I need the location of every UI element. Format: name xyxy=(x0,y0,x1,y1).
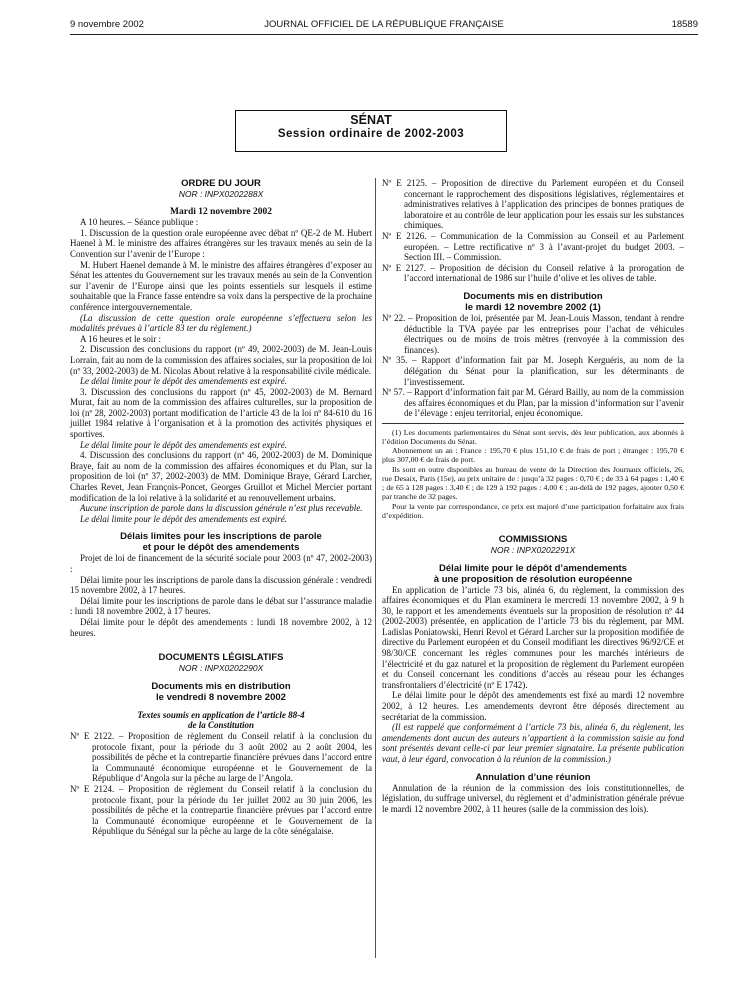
ordre-du-jour-title: ORDRE DU JOUR xyxy=(181,178,261,189)
footnote: Pour la vente par correspondance, ce prix est majoré d’une participation forfaitaire aux frais d’expédition. xyxy=(382,501,684,520)
textes-heading-2: de la Constitution xyxy=(187,720,255,731)
para: 4. Discussion des conclusions du rapport (nº 46, 2002-2003) de M. Dominique Braye, fait au nom de la commission des affaires économiques et du Plan, sur la proposition de loi (nº 37, 2002-2003) de MM. Dominique Braye, Gérard Larcher, Charles Revet, Jean François-Poncet, Georges Gruillot et Michel Mercier portant modification de la loi relative à la solidarité et au renouvellement urbains. xyxy=(70,450,372,503)
list-item: Nº 35. – Rapport d’information fait par M. Joseph Kerguéris, au nom de la délégation du Sénat pour la planification, sur les déterminants de l’investissement. xyxy=(382,355,684,387)
para: 1. Discussion de la question orale européenne avec débat nº QE-2 de M. Hubert Haenel à M. le ministre des affaires étrangères sur les travaux menés au sein de la Convention sur l’avenir de l’Europe : xyxy=(70,227,372,259)
header-page-number: 18589 xyxy=(671,19,698,30)
left-column xyxy=(70,178,372,837)
list-item: Nº E 2126. – Communication de la Commission au Conseil et au Parlement européen. – Lettre rectificative nº 3 à l’avant-projet du budget 2003. – Section III. – Commission. xyxy=(382,230,684,263)
para: (La discussion de cette question orale européenne s’effectuera selon les modalités prévues à l’article 83 ter du règlement.) xyxy=(70,312,372,334)
docs-distribution-heading-1: Documents mis en distribution xyxy=(151,680,291,692)
header-rule xyxy=(70,34,698,35)
para: Le délai limite pour le dépôt des amendements est expiré. xyxy=(80,376,287,387)
senat-title: SÉNAT xyxy=(350,113,392,127)
footnote: Ils sont en outre disponibles au bureau de vente de la Direction des Journaux officiels, 26, rue Desaix, Paris (15e), au prix unitaire de : jusqu’à 32 pages : 0,70 € ; de 33 à 64 pages : 1,40 € ; de 65 à 128 pages : 3,40 € ; de 129 à 192 pages : 4,00 € ; au-delà de 192 pages, ajouter 0,50 € par tranche de 32 pages. xyxy=(382,464,684,502)
footnote-rule xyxy=(382,423,684,424)
docs-mardi-heading-2: le mardi 12 novembre 2002 (1) xyxy=(465,301,601,313)
page-header xyxy=(70,20,698,32)
footnote: (1) Les documents parlementaires du Sénat sont servis, dès leur publication, aux abonnés à l’édition Documents du Sénat. xyxy=(382,427,684,447)
para: Délai limite pour les inscriptions de parole dans le débat sur l’assurance maladie : lundi 18 novembre 2002, à 17 heures. xyxy=(70,595,372,617)
docs-mardi-heading-1: Documents mis en distribution xyxy=(463,290,603,302)
list-item: Nº 22. – Proposition de loi, présentée par M. Jean-Louis Masson, tendant à rendre déductible la TVA payée par les entreprises pour l’achat de véhicules électriques ou de moins de trois mètres (renvoyée à la commission des finances). xyxy=(382,312,684,355)
para: Projet de loi de financement de la sécurité sociale pour 2003 (nº 47, 2002-2003) : xyxy=(70,553,372,574)
para: Le délai limite pour le dépôt des amendements est expiré. xyxy=(80,513,287,524)
commissions-title: COMMISSIONS xyxy=(498,533,568,545)
para: Délai limite pour le dépôt des amendements : lundi 18 novembre 2002, à 12 heures. xyxy=(70,616,372,638)
header-journal: JOURNAL OFFICIEL DE LA RÉPUBLIQUE FRANÇAISE xyxy=(264,19,504,30)
para: (Il est rappelé que conformément à l’article 73 bis, alinéa 6, du règlement, les amendements dont aucun des auteurs n’appartient à la commission saisie au fond sont présentés devant celle-ci par leur premier signataire. La présente publication vaut, à leur égard, convocation à la réunion de la commission.) xyxy=(382,722,684,764)
para: A 10 heures. – Séance publique : xyxy=(80,217,199,228)
para: En application de l’article 73 bis, alinéa 6, du règlement, la commission des affaires économiques et du Plan examinera le mercredi 13 novembre 2002, à 9 h 30, le rapport et les amendements éventuels sur la proposition de résolution nº 44 (2002-2003) présentée, en application de l’article 73 bis du règlement, par MM. Ladislas Poniatowski, Henri Revol et Gérard Larcher sur la proposition modifiée de directive du Parlement européen et du Conseil modifiant les directives 96/92/CE et 98/30/CE concernant les règles communes pour les marchés intérieurs de l’électricité et du gaz naturel et la proposition de règlement du Parlement européen et du Conseil concernant les conditions d’accès au réseau pour les échanges transfrontaliers d’électricité (nº E 1742). xyxy=(382,584,684,690)
para: M. Hubert Haenel demande à M. le ministre des affaires étrangères d’exposer au Sénat les attentes du Gouvernement sur les travaux menés au sein de la Convention sur l’avenir de l’Europe ainsi que les points essentiels sur lesquels il estime souhaitable que la France fasse entendre sa voix dans la perspective de la prochaine conférence intergouvernementale. xyxy=(70,259,372,312)
delais-heading-2: et pour le dépôt des amendements xyxy=(142,542,300,554)
annulation-heading: Annulation d’une réunion xyxy=(475,771,591,783)
para: A 16 heures et le soir : xyxy=(80,333,161,344)
list-item: Nº E 2125. – Proposition de directive du Parlement européen et du Conseil concernant le rapprochement des dispositions législatives, réglementaires et administratives relatives à l’application des principes de bonnes pratiques de laboratoire et au contrôle de leur application pour les essais sur les substances chimiques. xyxy=(382,178,684,231)
mardi-heading: Mardi 12 novembre 2002 xyxy=(170,206,272,217)
para: 3. Discussion des conclusions du rapport (nº 45, 2002-2003) de M. Bernard Murat, fait au nom de la commission des affaires culturelles, sur la proposition de loi (nº 28, 2002-2003) portant modification de l’article 43 de la loi nº 84-610 du 16 juillet 1984 relative à l’organisation et à la promotion des activités physiques et sportives. xyxy=(70,386,372,440)
para: Annulation de la réunion de la commission des lois constitutionnelles, de législation, du suffrage universel, du règlement et d’administration générale prévue le mardi 12 novembre 2002, à 11 heures (salle de la commission des lois). xyxy=(382,782,684,814)
para: Le délai limite pour le dépôt des amendements est expiré. xyxy=(80,439,287,450)
para: 2. Discussion des conclusions du rapport (nº 49, 2002-2003) de M. Jean-Louis Lorrain, fait au nom de la commission des affaires sociales, sur la proposition de loi (nº 33, 2002-2003) de M. Nicolas About relative à la responsabilité civile médicale. xyxy=(70,344,372,376)
senat-session: Session ordinaire de 2002-2003 xyxy=(277,127,465,140)
delai-heading-2: à une proposition de résolution européenne xyxy=(433,573,633,585)
nor-docs: NOR : INPX0202290X xyxy=(178,663,264,674)
documents-legislatifs-title: DOCUMENTS LÉGISLATIFS xyxy=(158,652,284,664)
list-item: Nº E 2124. – Proposition de règlement du Conseil relatif à la conclusion du protocole fixant, pour la période du 1er juillet 2002 au 30 juin 2006, les possibilités de pêche et la contrepartie financière prévues par l’accord entre la Communauté économique européenne et le Gouvernement de la République du Sénégal sur la pêche au large de la côte sénégalaise. xyxy=(70,783,372,837)
list-item: Nº E 2122. – Proposition de règlement du Conseil relatif à la conclusion du protocole fixant, pour la période du 3 août 2002 au 2 août 2004, les possibilités de pêche et la contrepartie financière prévues dans l’accord entre la Communauté économique européenne et le Gouvernement de la République d’Angola sur la pêche au large de l’Angola. xyxy=(70,730,372,784)
para: Le délai limite pour le dépôt des amendements est fixé au mardi 12 novembre 2002, à 12 heures. Les amendements devront être déposés directement au secrétariat de la commission. xyxy=(382,690,684,722)
docs-distribution-heading-2: le vendredi 8 novembre 2002 xyxy=(156,691,286,703)
list-item: Nº E 2127. – Proposition de décision du Conseil relative à la prorogation de l’accord international de 1986 sur l’huile d’olive et les olives de table. xyxy=(382,262,684,284)
footnote: Abonnement un an : France : 195,70 € plus 151,10 € de frais de port ; étranger : 195,70 € plus 307,00 € de frais de port. xyxy=(382,446,684,465)
delai-heading-1: Délai limite pour le dépôt d’amendements xyxy=(439,562,627,574)
nor-ordre: NOR : INPX0202288X xyxy=(178,189,264,199)
senat-box xyxy=(235,110,507,152)
para: Aucune inscription de parole dans la discussion générale n’est plus recevable. xyxy=(80,503,363,514)
column-divider xyxy=(375,178,376,958)
list-item: Nº 57. – Rapport d’information fait par M. Gérard Bailly, au nom de la commission des affaires économiques et du Plan, par la mission d’information sur l’avenir de l’élevage : enjeu territorial, enjeu économique. xyxy=(382,387,684,419)
para: Délai limite pour les inscriptions de parole dans la discussion générale : vendredi 15 novembre 2002, à 17 heures. xyxy=(70,574,372,596)
textes-heading-1: Textes soumis en application de l’article 88-4 xyxy=(137,709,305,720)
nor-commissions: NOR : INPX0202291X xyxy=(490,544,576,555)
delais-heading-1: Délais limites pour les inscriptions de parole xyxy=(120,531,322,543)
right-column xyxy=(382,178,684,814)
header-date: 9 novembre 2002 xyxy=(70,19,144,30)
